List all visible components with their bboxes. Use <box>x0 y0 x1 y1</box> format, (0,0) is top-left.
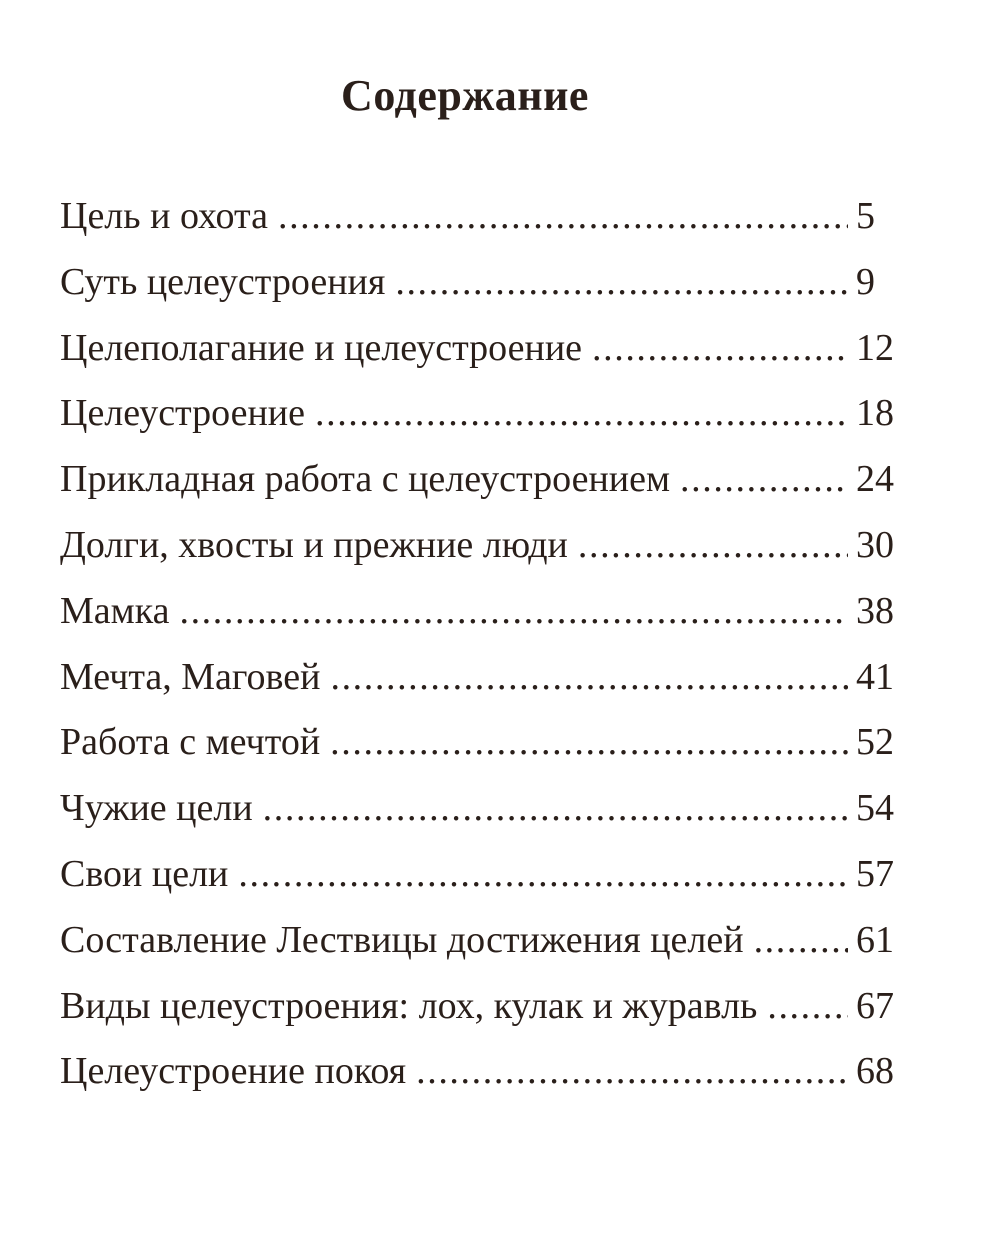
toc-entry-page: 5 <box>856 195 875 237</box>
toc-entry <box>60 453 912 519</box>
toc-entry-title: Составление Лествицы достижения целей <box>60 918 744 961</box>
toc-entry-title: Целеполагание и целеустроение <box>60 326 583 369</box>
toc-entry-title: Чужие цели <box>60 787 253 830</box>
toc-entry-title: Мечта, Маговей <box>60 655 321 698</box>
toc-entry <box>60 387 912 453</box>
toc-entry-title: Виды целеустроения: лох, кулак и журавль <box>60 984 758 1027</box>
dot-leader <box>278 190 848 242</box>
toc-entry <box>60 1045 912 1111</box>
toc-entry <box>60 519 912 585</box>
toc-entry-page: 9 <box>856 260 875 303</box>
toc-entry <box>60 256 912 322</box>
toc-entry-title: Целеустроение <box>60 392 305 435</box>
dot-leader <box>330 651 848 703</box>
toc-entry <box>60 585 912 651</box>
toc-entry <box>60 980 912 1046</box>
dot-leader <box>238 848 848 900</box>
toc-entry-title: Целеустроение покоя <box>60 1050 407 1093</box>
toc-entry <box>60 914 912 980</box>
toc-entry-title: Прикладная работа с целеустроением <box>60 458 671 501</box>
dot-leader <box>315 387 848 439</box>
toc-entry-page: 68 <box>856 1050 894 1093</box>
page-title: Содержание <box>341 71 589 120</box>
toc-entry <box>60 651 912 717</box>
toc-entry-title: Мамка <box>60 589 170 632</box>
toc-entry-title: Долги, хвосты и прежние люди <box>60 523 568 566</box>
toc-entry-title: Цель и охота <box>60 195 268 237</box>
toc-entry-page: 38 <box>856 589 894 632</box>
toc-entry <box>60 782 912 848</box>
dot-leader <box>680 453 848 505</box>
toc-entry <box>60 716 912 782</box>
toc-entry-page: 18 <box>856 392 894 435</box>
toc-entry-title: Свои цели <box>60 852 229 895</box>
toc-entry <box>60 190 912 256</box>
toc-entry-page: 57 <box>856 852 894 895</box>
toc-entry-page: 41 <box>856 655 894 698</box>
table-of-contents <box>60 190 912 1111</box>
dot-leader <box>592 322 848 374</box>
toc-entry-page: 12 <box>856 326 894 369</box>
dot-leader <box>263 782 848 834</box>
dot-leader <box>578 519 848 571</box>
dot-leader <box>179 585 848 637</box>
toc-entry-title: Суть целеустроения <box>60 260 386 303</box>
toc-entry-page: 30 <box>856 523 894 566</box>
toc-entry-page: 61 <box>856 918 894 961</box>
dot-leader <box>416 1045 848 1097</box>
toc-entry <box>60 848 912 914</box>
toc-entry <box>60 322 912 388</box>
toc-entry-page: 52 <box>856 721 894 764</box>
toc-entry-page: 67 <box>856 984 894 1027</box>
toc-entry-title: Работа с мечтой <box>60 721 321 764</box>
dot-leader <box>754 914 848 966</box>
dot-leader <box>767 980 848 1032</box>
toc-entry-page: 24 <box>856 458 894 501</box>
toc-entry-page: 54 <box>856 787 894 830</box>
dot-leader <box>330 716 848 768</box>
dot-leader <box>395 256 848 308</box>
